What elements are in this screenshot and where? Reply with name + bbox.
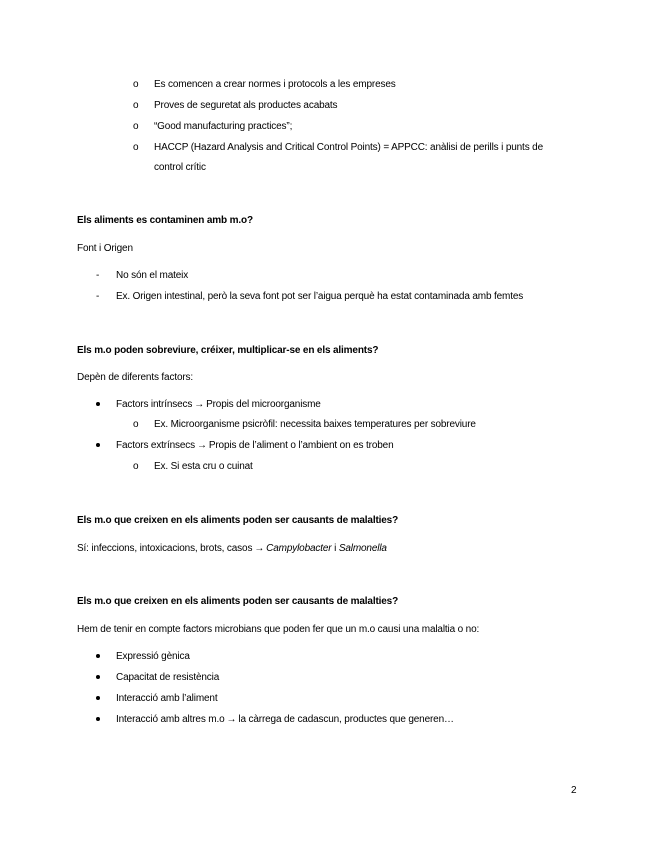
section-intro: Hem de tenir en compte factors microbians que poden fer que un m.o causi una malaltia o no: — [77, 624, 480, 635]
species-campylobacter: Campylobacter — [266, 543, 332, 554]
list-item: Ex. Origen intestinal, però la seva font pot ser l’aigua perquè ha estat contaminada amb femtes — [116, 291, 524, 302]
arrow-right-icon: → — [194, 399, 205, 410]
list-item: Ex. Microorganisme psicròfil: necessita baixes temperatures per sobreviure — [154, 419, 476, 430]
section-intro: Font i Origen — [77, 243, 133, 254]
section-heading: Els aliments es contaminen amb m.o? — [77, 215, 253, 226]
list-bullet-o: o — [133, 121, 139, 132]
list-item-continuation: control crític — [154, 162, 206, 173]
list-item: Capacitat de resistència — [116, 672, 220, 683]
species-salmonella: Salmonella — [338, 543, 387, 554]
section-intro: Depèn de diferents factors: — [77, 372, 194, 383]
list-item: Es comencen a crear normes i protocols a les empreses — [154, 79, 396, 90]
list-item: Interacció amb l’aliment — [116, 693, 218, 704]
list-bullet-dot — [96, 675, 100, 679]
list-item: No són el mateix — [116, 270, 189, 281]
list-bullet-dot — [96, 402, 100, 406]
section-heading: Els m.o poden sobreviure, créixer, multiplicar-se en els aliments? — [77, 345, 379, 356]
section-answer — [77, 542, 387, 555]
list-bullet-o: o — [133, 100, 139, 111]
factor-extrinsic-label: Factors extrínsecs — [116, 440, 195, 451]
list-item: HACCP (Hazard Analysis and Critical Control Points) = APPCC: anàlisi de perills i punts de — [154, 142, 543, 153]
page-number: 2 — [571, 785, 577, 796]
list-bullet-dash: - — [96, 291, 100, 302]
list-item: Expressió gènica — [116, 651, 190, 662]
list-bullet-dot — [96, 443, 100, 447]
arrow-right-icon: → — [197, 440, 207, 451]
section-heading: Els m.o que creixen en els aliments poden ser causants de malalties? — [77, 596, 399, 607]
list-item — [116, 713, 454, 726]
interaction-desc: la càrrega de cadascun, productes que generen… — [238, 714, 454, 725]
list-bullet-dot — [96, 717, 100, 721]
list-bullet-o: o — [133, 461, 139, 472]
list-bullet-dot — [96, 696, 100, 700]
section-heading: Els m.o que creixen en els aliments poden ser causants de malalties? — [77, 515, 399, 526]
list-item — [116, 398, 321, 411]
arrow-right-icon: → — [254, 543, 265, 554]
list-bullet-dash: - — [96, 270, 100, 281]
list-bullet-o: o — [133, 79, 139, 90]
list-item: Ex. Si esta cru o cuinat — [154, 461, 253, 472]
arrow-right-icon: → — [226, 714, 237, 725]
list-bullet-o: o — [133, 142, 139, 153]
answer-text: Sí: infeccions, intoxicacions, brots, casos — [77, 543, 253, 554]
interaction-label: Interacció amb altres m.o — [116, 714, 225, 725]
factor-extrinsic-desc: Propis de l’aliment o l’ambient on es troben — [208, 440, 394, 451]
factor-intrinsic-label: Factors intrínsecs — [116, 399, 193, 410]
list-item: Proves de seguretat als productes acabats — [154, 100, 338, 111]
answer-conjunction: i — [331, 543, 339, 554]
factor-intrinsic-desc: Propis del microorganisme — [206, 399, 321, 410]
list-bullet-o: o — [133, 419, 139, 430]
list-item: “Good manufacturing practices”; — [154, 121, 293, 132]
list-item — [116, 439, 393, 452]
list-bullet-dot — [96, 654, 100, 658]
